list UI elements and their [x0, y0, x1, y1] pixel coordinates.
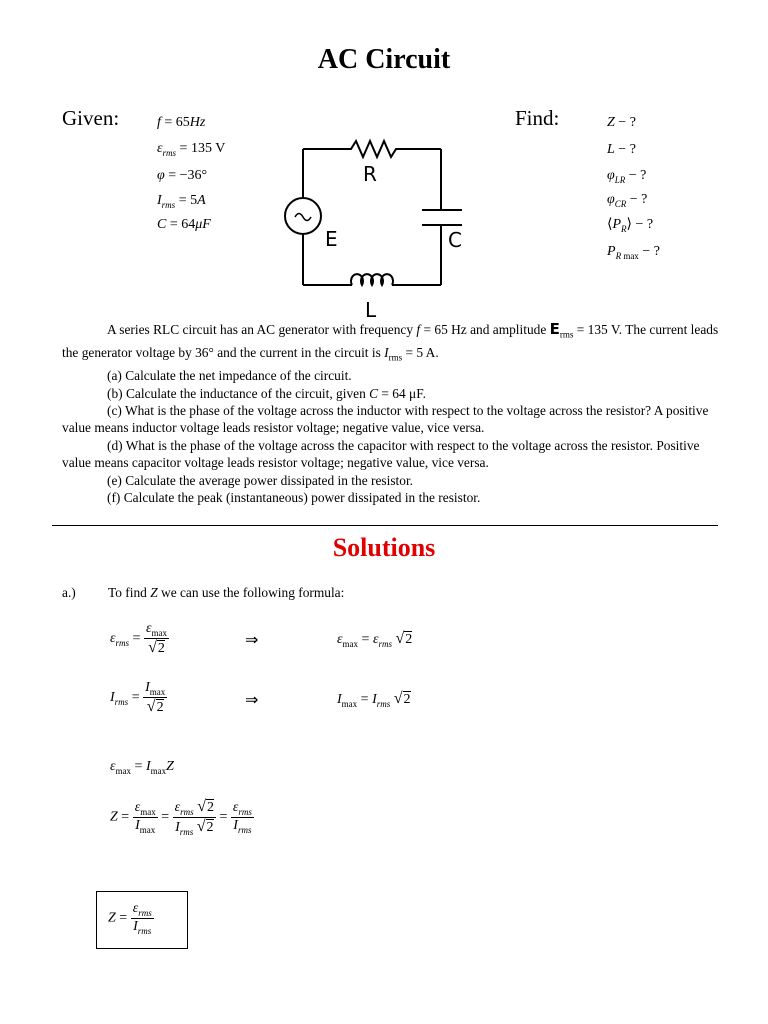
section-divider [52, 525, 718, 526]
problem-part-b: (b) Calculate the inductance of the circuit, given C = 64 μF. [107, 385, 426, 401]
source-label: E [325, 227, 338, 251]
problem-part-e: (e) Calculate the average power dissipated in the resistor. [107, 472, 414, 488]
resistor-label: R [363, 162, 377, 186]
part-a-label: a.) [62, 585, 76, 600]
part-a-intro: To find Z we can use the following formula: [108, 585, 345, 600]
equation-current-max: $I_{max} = I_{rms}$ √2 [337, 690, 411, 709]
implies-symbol-2: ⇒ [245, 692, 259, 709]
equation-ohms-law: $\varepsilon_{max} = I_{max}Z$ [110, 759, 174, 776]
equation-emf-rms: $\varepsilon_{rms}$ = $\frac{\varepsilon_{max}}{√2}$ [110, 621, 167, 656]
find-phase-cr: $\varphi_{CR}$ − ? [607, 192, 648, 209]
equation-current-rms: $I_{rms}$ = $\frac{I_{max}}{√2}$ [110, 680, 166, 715]
given-phase: φ = −36° [157, 168, 208, 183]
find-impedance: Z − ? [607, 115, 636, 130]
equation-impedance-derivation: Z = $\frac{\varepsilon_{max}}{I_{max}}$ = $\frac{\varepsilon_{rms} √2}{I_{rms} √2}$ = $\frac{\varepsilon_{rms}}{I_{rms}}$ [110, 798, 252, 837]
given-emf: $\varepsilon_{rms} = 135$ V [157, 141, 226, 158]
find-peak-power: $P_{R max}$ − ? [607, 244, 660, 261]
equation-emf-max: $\varepsilon_{max} = \varepsilon_{rms}$ √2 [337, 630, 413, 649]
equation-impedance-result: Z = $\frac{\varepsilon_{rms}}{I_{rms}}$ [108, 901, 152, 936]
problem-intro: A series RLC circuit has an AC generator with frequency f = 65 Hz and amplitude $E_{rms} = 135$ V. The current leads the generator voltage by 36° and the current in the circuit is $I_{rms} = 5$ A. [62, 320, 719, 363]
given-label: Given: [62, 106, 120, 130]
solutions-heading: Solutions [332, 533, 436, 562]
page-title: AC Circuit [317, 44, 451, 75]
problem-part-f: (f) Calculate the peak (instantaneous) power dissipated in the resistor. [107, 490, 481, 505]
capacitor-label: C [448, 228, 462, 252]
implies-symbol-1: ⇒ [245, 632, 259, 649]
given-frequency: f = 65Hz [157, 115, 206, 130]
problem-part-d: (d) What is the phase of the voltage across the capacitor with respect to the voltage across the resistor. Positive value means capacitor voltage leads resistor voltage; negative value, vice versa. [62, 437, 700, 471]
rlc-circuit-diagram [276, 128, 492, 320]
find-phase-lr: $\varphi_{LR}$ − ? [607, 168, 647, 185]
find-avg-power: $⟨P_R⟩$ − ? [607, 217, 654, 234]
given-current: $I_{rms} = 5A$ [157, 193, 206, 210]
find-inductance: L − ? [607, 142, 636, 157]
given-capacitance: C = 64μF [157, 217, 211, 232]
inductor-label: L [365, 298, 377, 320]
problem-part-a: (a) Calculate the net impedance of the circuit. [107, 368, 352, 384]
problem-statement [62, 321, 722, 506]
find-label: Find: [515, 106, 560, 130]
problem-part-c: (c) What is the phase of the voltage across the inductor with respect to the voltage across the resistor? A positive value means inductor voltage leads resistor voltage; negative value, vice versa. [62, 402, 709, 436]
